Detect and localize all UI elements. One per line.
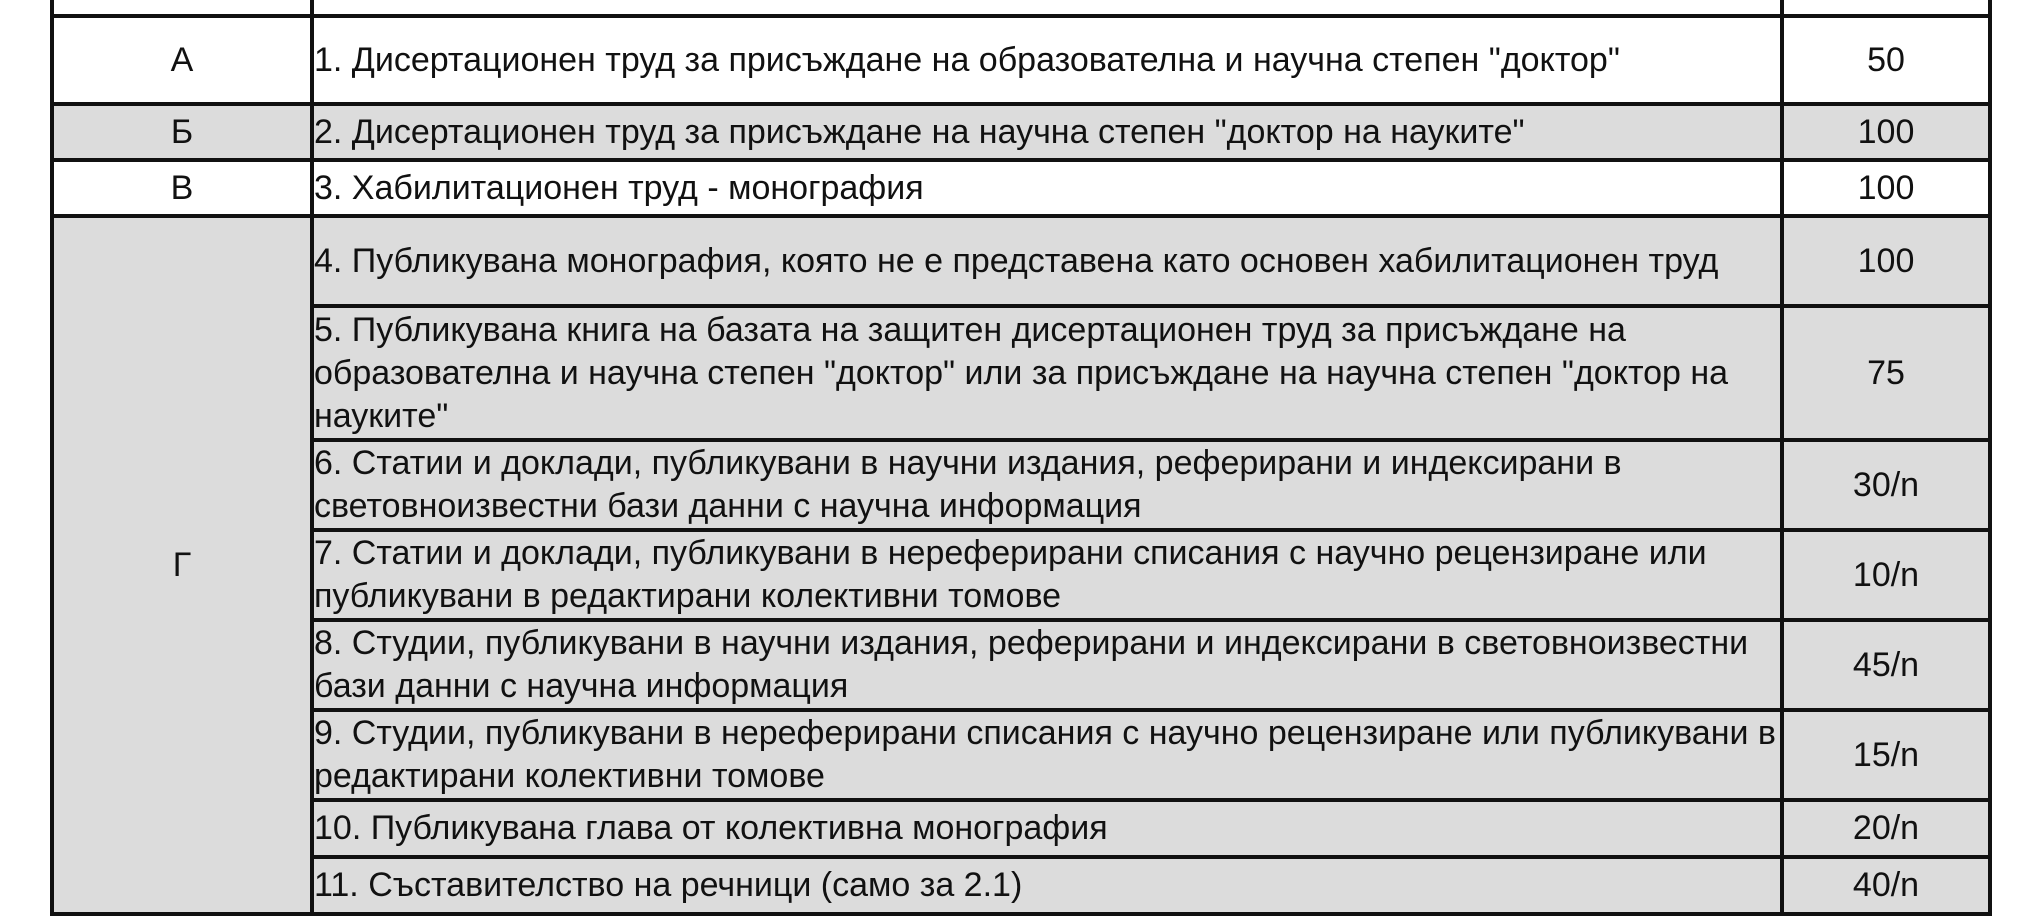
row-points: 100 — [1782, 216, 1990, 306]
row-description: 7. Статии и доклади, публикувани в нереферирани списания с научно рецензиране или публикувани в редактирани колективни томове — [312, 530, 1782, 620]
header-cell-desc — [312, 0, 1782, 16]
points-table — [50, 0, 1992, 916]
table-row — [52, 800, 1990, 857]
row-description: 5. Публикувана книга на базата на защитен дисертационен труд за присъждане на образователна и научна степен "доктор" или за присъждане на научна степен "доктор на науките" — [312, 306, 1782, 440]
row-points: 10/n — [1782, 530, 1990, 620]
row-description: 2. Дисертационен труд за присъждане на научна степен "доктор на науките" — [312, 104, 1782, 160]
row-points: 50 — [1782, 16, 1990, 104]
row-points: 100 — [1782, 160, 1990, 216]
header-cell-points — [1782, 0, 1990, 16]
row-description: 10. Публикувана глава от колективна монография — [312, 800, 1782, 857]
row-points: 100 — [1782, 104, 1990, 160]
row-description: 1. Дисертационен труд за присъждане на образователна и научна степен "доктор" — [312, 16, 1782, 104]
row-points: 40/n — [1782, 857, 1990, 914]
row-points: 30/n — [1782, 440, 1990, 530]
group-cell-g: Г — [52, 216, 312, 914]
table-row — [52, 710, 1990, 800]
row-description: 6. Статии и доклади, публикувани в научни издания, реферирани и индексирани в световноизвестни бази данни с научна информация — [312, 440, 1782, 530]
row-points: 20/n — [1782, 800, 1990, 857]
table-row — [52, 16, 1990, 104]
row-description: 11. Съставителство на речници (само за 2.1) — [312, 857, 1782, 914]
table-row — [52, 160, 1990, 216]
group-cell-v: В — [52, 160, 312, 216]
table-row — [52, 620, 1990, 710]
row-points: 15/n — [1782, 710, 1990, 800]
table-row — [52, 440, 1990, 530]
row-points: 45/n — [1782, 620, 1990, 710]
table-row — [52, 530, 1990, 620]
table-row — [52, 306, 1990, 440]
row-points: 75 — [1782, 306, 1990, 440]
header-cell-group — [52, 0, 312, 16]
table-row — [52, 216, 1990, 306]
row-description: 9. Студии, публикувани в нереферирани списания с научно рецензиране или публикувани в редактирани колективни томове — [312, 710, 1782, 800]
row-description: 3. Хабилитационен труд - монография — [312, 160, 1782, 216]
group-cell-b: Б — [52, 104, 312, 160]
group-cell-a: А — [52, 16, 312, 104]
table-row — [52, 857, 1990, 914]
row-description: 4. Публикувана монография, която не е представена като основен хабилитационен труд — [312, 216, 1782, 306]
table-row — [52, 104, 1990, 160]
row-description: 8. Студии, публикувани в научни издания, реферирани и индексирани в световноизвестни бази данни с научна информация — [312, 620, 1782, 710]
table-header-row — [52, 0, 1990, 16]
